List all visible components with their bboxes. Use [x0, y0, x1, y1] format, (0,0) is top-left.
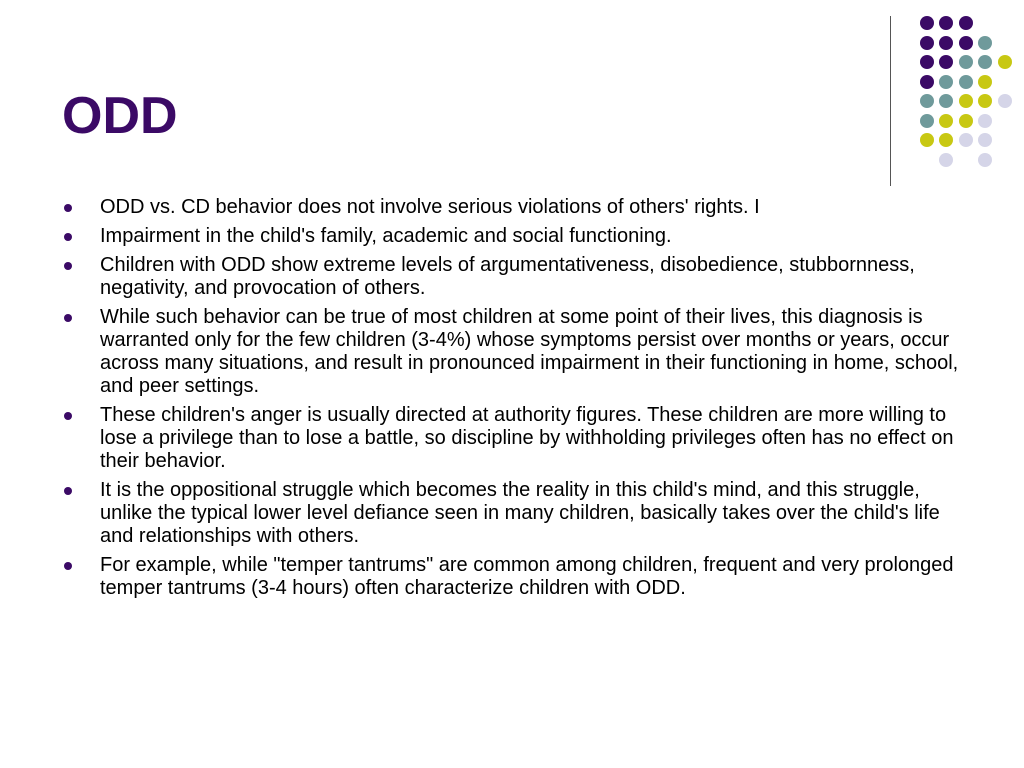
bullet-dot-icon: [64, 487, 72, 495]
decorative-dot: [978, 153, 992, 167]
slide-title: ODD: [62, 87, 178, 145]
bullet-text: While such behavior can be true of most children at some point of their lives, this diagnosis is warranted only for the few children (3-4%) whose symptoms persist over months or years, occur across many situations, and result in pronounced impairment in their functioning in home, school, and peer settings.: [100, 306, 959, 397]
bullet-dot-icon: [64, 412, 72, 420]
decorative-dot: [939, 75, 953, 89]
decorative-dot: [920, 133, 934, 147]
decorative-dot: [998, 55, 1012, 69]
bullet-dot-icon: [64, 204, 72, 212]
bullet-text: ODD vs. CD behavior does not involve serious violations of others' rights. I: [100, 196, 760, 218]
decorative-dot: [978, 36, 992, 50]
decorative-dot: [978, 133, 992, 147]
decorative-dot: [959, 75, 973, 89]
decorative-dot: [920, 94, 934, 108]
bullet-list: [62, 196, 962, 606]
bullet-item: [62, 479, 962, 548]
bullet-item: [62, 306, 962, 398]
decorative-dot: [939, 153, 953, 167]
decorative-dot: [939, 36, 953, 50]
bullet-text: Impairment in the child's family, academic and social functioning.: [100, 225, 672, 247]
bullet-item: [62, 225, 962, 248]
decorative-dot: [920, 16, 934, 30]
decorative-dot: [978, 94, 992, 108]
decorative-dot: [920, 114, 934, 128]
bullet-dot-icon: [64, 562, 72, 570]
decorative-dot: [939, 16, 953, 30]
decorative-dot: [939, 94, 953, 108]
decorative-dot: [959, 133, 973, 147]
bullet-item: [62, 404, 962, 473]
bullet-text: Children with ODD show extreme levels of argumentativeness, disobedience, stubbornness, negativity, and provocation of others.: [100, 254, 915, 299]
decorative-dot: [978, 114, 992, 128]
decorative-dot: [939, 55, 953, 69]
bullet-item: [62, 554, 962, 600]
decorative-dot: [920, 75, 934, 89]
decorative-dot: [939, 133, 953, 147]
decorative-dot: [959, 16, 973, 30]
decorative-dot: [959, 55, 973, 69]
bullet-dot-icon: [64, 233, 72, 241]
bullet-dot-icon: [64, 314, 72, 322]
decorative-dot: [959, 114, 973, 128]
bullet-text: For example, while "temper tantrums" are common among children, frequent and very prolonged temper tantrums (3-4 hours) often characterize children with ODD.: [100, 554, 954, 599]
decorative-dot: [978, 55, 992, 69]
bullet-text: These children's anger is usually directed at authority figures. These children are more willing to lose a privilege than to lose a battle, so discipline by withholding privileges often has no effect on their behavior.: [100, 404, 954, 472]
decorative-dot: [978, 75, 992, 89]
decorative-dot: [959, 36, 973, 50]
decorative-dot: [959, 94, 973, 108]
bullet-dot-icon: [64, 262, 72, 270]
decorative-dot: [998, 94, 1012, 108]
decorative-dot: [939, 114, 953, 128]
decorative-dot: [920, 55, 934, 69]
bullet-item: [62, 196, 962, 219]
bullet-item: [62, 254, 962, 300]
bullet-text: It is the oppositional struggle which becomes the reality in this child's mind, and this struggle, unlike the typical lower level defiance seen in many children, basically takes over the child's life and relationships with others.: [100, 479, 940, 547]
decorative-divider: [890, 16, 891, 186]
decorative-dot: [920, 36, 934, 50]
